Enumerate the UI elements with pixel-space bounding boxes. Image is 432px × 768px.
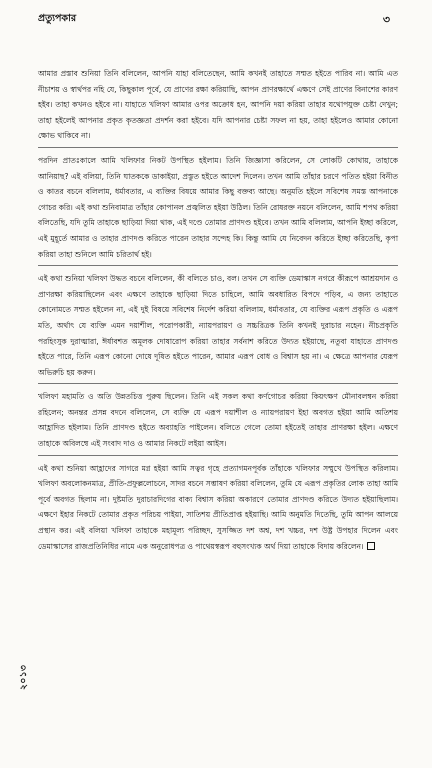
paragraph: খলিফা মহামতি ও অতি উন্নতচিত্ত পুরুষ ছিলেন। তিনি এই সকল কথা কর্ণগোচর করিয়া কিয়ৎক্ষণ মৌনাবলম্বন করিয়া রহিলেন; অনন্তর প্রসন্ন বদনে বলিলেন, সে ব্যক্তি যে এরূপ দয়াশীল ও ন্যায়পরায়ণ ইহা অবগত হইয়া আমি অতিশয় আহ্লাদিত হইলাম। তিনি প্রাণদণ্ড হইতে অব্যাহতি পাইলেন। বলিতে গেলে তোমা হইতেই তাহার প্রাণরক্ষা হইল। এক্ষণে তাহাকে অবিলম্বে এই সংবাদ দাও ও আমার নিকটে লইয়া আইস। (38, 389, 398, 455)
side-margin-mark: ২০১৩ (19, 664, 29, 690)
running-title: প্রত্যুপকার (38, 13, 77, 24)
paragraph-text: এই কথা শুনিয়া আহ্লাদের সাগরে মগ্ন হইয়া আমি সত্বর গৃহে প্রত্যাগমনপূর্বক তাঁহাকে খলিফার সম্মুখে উপস্থিত করিলাম। খলিফা অবলোকনমাত্র, প্রীতি-প্রফুল্ললোচনে, সাদর বচনে সম্ভাষণ করিয়া বলিলেন, তুমি যে এরূপ প্রকৃতির লোক তাহা আমি পূর্বে অবগত ছিলাম না। দুষ্টমতি দুরাচারদিগের বাক্য বিশ্বাস করিয়া অকারণে তোমার প্রাণদণ্ড করিতে উদ্যত হইয়াছিলাম। এক্ষণে ইহার নিকটে তোমার প্রকৃত পরিচয় পাইয়া, সাতিশয় প্রীতিপ্রাপ্ত হইয়াছি। আমি অনুমতি দিতেছি, তুমি আপন আলয়ে প্রস্থান কর। এই বলিয়া খলিফা তাহাকে মহামূল্য পরিচ্ছদ, সুসজ্জিত দশ অশ্ব, দশ খচ্চর, দশ উষ্ট্র উপহার দিলেন এবং ডেমাস্কাসের রাজপ্রতিনিধির নামে এক অনুরোধপত্র ও পাথেয়স্বরূপ বহুসংখ্যক অর্থ দিয়া তাহাকে বিদায় করিলেন। (38, 463, 398, 551)
page-header (38, 12, 390, 28)
paragraph: আমার প্রস্তাব শুনিয়া তিনি বলিলেন, আপনি যাহা বলিতেছেন, আমি কখনই তাহাতে সম্মত হইতে পারিব না। আমি এত নীচাশয় ও স্বার্থপর নহি যে, কিছুকাল পূর্বে, যে প্রাণের রক্ষা করিয়াছি, আপন প্রাণরক্ষার্থে এক্ষণে সেই প্রাণের বিনাশের কারণ হইব। তাহা কখনও হইবে না। যাহাতে খলিফা আমার ওপর অক্রোধ হন, আপনি দয়া করিয়া তাহার যথোপযুক্ত চেষ্টা দেখুন; তাহা হইলেই আপনার প্রকৃত কৃতজ্ঞতা প্রদর্শন করা হইবে। যদি আপনার চেষ্টা সফল না হয়, তাহা হইলেও আমার কোনো ক্ষোভ থাকিবে না। (38, 66, 398, 148)
body-text (38, 66, 398, 562)
page-number: ৩ (382, 13, 390, 26)
paragraph: এই কথা শুনিয়া খলিফা উদ্ধত বচনে বলিলেন, কী বলিতে চাও, বল। তখন সে ব্যক্তি ডেমাস্কাস নগরে কীরূপে আশ্রয়দান ও প্রাণরক্ষা করিয়াছিলেন এবং এক্ষণে তাহাকে ছাড়িয়া দিতে চাহিলে, আমি অবধারিত বিপদে পড়িব, এ জন্য তাহাতে কোনোমতে সম্মত হইলেন না, এই দুই বিষয়ে সবিশেষ নির্দেশ করিয়া বলিলাম, ধর্মাবতার, যে ব্যক্তির এরূপ প্রকৃতি ও এরূপ মতি, অর্থাৎ যে ব্যক্তি এমন দয়াশীল, পরোপকারী, ন্যায়পরায়ণ ও সচ্চরিত্রক তিনি কখনই দুরাচার নহেন। নীচপ্রকৃতি পরহিংসুক দুরাত্মারা, ঈর্ষাবশত অমূলক দোষারোপ করিয়া তাহার সর্বনাশ করিতে উদ্যত হইয়াছে, নতুবা যাহাতে প্রাণদণ্ড হইতে পারে, তিনি এরূপ কোনো দোষে দূষিত হইতে পারেন, আমার এরূপ বোধ ও বিশ্বাস হয় না। এ ক্ষেত্রে আপনার যেরূপ অভিরুচি হয় করুন। (38, 271, 398, 384)
end-of-story-icon (367, 542, 375, 550)
paragraph-last (38, 461, 398, 558)
paragraph: পরদিন প্রাতঃকালে আমি খলিফার নিকট উপস্থিত হইলাম। তিনি জিজ্ঞাসা করিলেন, সে লোকটি কোথায়, তাহাকে আনিয়াছ? এই বলিয়া, তিনি ঘাতককে ডাকাইয়া, প্রস্তুত হইতে আদেশ দিলেন। তখন আমি তাঁহার চরণে পতিত হইয়া বিনীত ও কাতর বচনে বলিলাম, ধর্মাবতার, এ ব্যক্তির বিষয়ে আমার কিছু বক্তব্য আছে। অনুমতি হইলে সবিশেষ সমস্ত আপনাকে গোচর করি। এই কথা শুনিবামাত্র তাঁহার কোপানল প্রজ্বলিত হইয়া উঠিল। তিনি রোষরক্ত নয়নে বলিলেন, আমি শপথ করিয়া বলিতেছি, যদি তুমি তাহাকে ছাড়িয়া দিয়া থাক, এই দণ্ডে তোমার প্রাণদণ্ড হইবে। তখন আমি বলিলাম, আপনি ইচ্ছা করিলে, এই মুহূর্তে আমার ও তাহার প্রাণদণ্ড করিতে পারেন তাহার সন্দেহ কি। কিন্তু আমি যে নিবেদন করিতে ইচ্ছা করিতেছি, কৃপা করিয়া তাহা শুনিলে আমি চরিতার্থ হই। (38, 153, 398, 266)
